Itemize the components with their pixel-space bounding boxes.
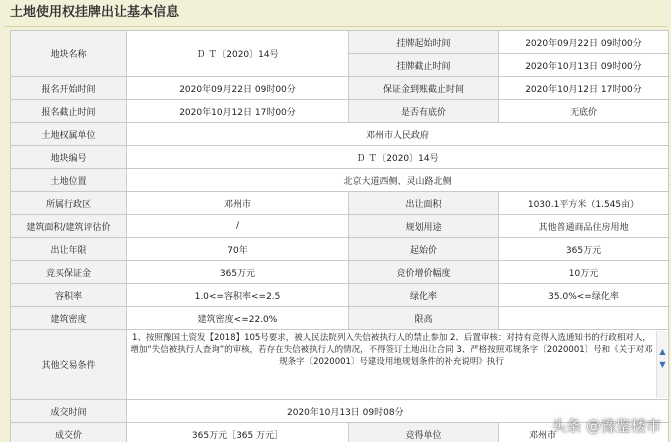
chevron-down-icon[interactable]: ▼ (659, 360, 666, 369)
chevron-up-icon[interactable]: ▲ (659, 347, 666, 356)
winner-label: 竞得单位 (349, 423, 499, 442)
plot-number-label: 地块编号 (11, 146, 127, 169)
green-ratio-label: 绿化率 (349, 284, 499, 307)
watermark (551, 415, 661, 436)
transfer-area-label: 出让面积 (349, 192, 499, 215)
start-price-label: 起始价 (349, 238, 499, 261)
scrollbar[interactable] (656, 331, 667, 398)
plot-name-value: Ｄ Ｔ〔2020〕14号 (127, 31, 349, 77)
land-owner-value: 邓州市人民政府 (127, 123, 669, 146)
start-price-value: 365万元 (499, 238, 669, 261)
floor-area-ratio-value: 1.0<=容积率<=2.5 (127, 284, 349, 307)
land-location-value: 北京大道西侧、灵山路北侧 (127, 169, 669, 192)
other-conditions-text: 1、按照豫国土资发【2018】105号要求，被人民法院列入失信被执行人的禁止参加 2、后置审核：对持有竞得入选通知书的行政相对人，增加“失信被执行人查询”的审核，若存在失信被执行人的情况，不得签订土地出让合同 3、严格按照邓规条字〔2020001〕号和《关于对邓规条字〔2020001〕号建设用地规划条件的补充说明》执行 (130, 333, 653, 367)
other-conditions-label: 其他交易条件 (11, 330, 127, 400)
land-info-table (10, 30, 669, 442)
land-owner-label: 土地权属单位 (11, 123, 127, 146)
building-area-label: 建筑面积/建筑评估价 (11, 215, 127, 238)
listing-start-label: 挂牌起始时间 (349, 31, 499, 54)
building-area-value: / (127, 215, 349, 238)
reserve-price-value: 无底价 (499, 100, 669, 123)
transfer-area-value: 1030.1平方米（1.545亩） (499, 192, 669, 215)
listing-end-value: 2020年10月13日 09时00分 (499, 54, 669, 77)
building-density-value: 建筑密度<=22.0% (127, 307, 349, 330)
deal-time-value: 2020年10月13日 09时08分 (127, 400, 669, 423)
page-title: 土地使用权挂牌出让基本信息 (10, 5, 180, 20)
floor-area-ratio-label: 容积率 (11, 284, 127, 307)
bid-deposit-value: 365万元 (127, 261, 349, 284)
height-limit-label: 限高 (349, 307, 499, 330)
deposit-deadline-value: 2020年10月12日 17时00分 (499, 77, 669, 100)
winner-value: 邓州市 (499, 423, 669, 442)
listing-start-value: 2020年09月22日 09时00分 (499, 31, 669, 54)
signup-end-label: 报名截止时间 (11, 100, 127, 123)
green-ratio-value: 35.0%<=绿化率 (499, 284, 669, 307)
reserve-price-label: 是否有底价 (349, 100, 499, 123)
bid-deposit-label: 竞买保证金 (11, 261, 127, 284)
district-value: 邓州市 (127, 192, 349, 215)
term-label: 出让年限 (11, 238, 127, 261)
planned-use-value: 其他普通商品住房用地 (499, 215, 669, 238)
deal-time-label: 成交时间 (11, 400, 127, 423)
district-label: 所属行政区 (11, 192, 127, 215)
plot-number-value: Ｄ Ｔ〔2020〕14号 (127, 146, 669, 169)
signup-start-value: 2020年09月22日 09时00分 (127, 77, 349, 100)
bid-increment-value: 10万元 (499, 261, 669, 284)
planned-use-label: 规划用途 (349, 215, 499, 238)
deal-price-value: 365万元［365 万元］ (127, 423, 349, 442)
deposit-deadline-label: 保证金到账截止时间 (349, 77, 499, 100)
listing-end-label: 挂牌截止时间 (349, 54, 499, 77)
watermark-text: 头条 @豫鉴楼市 (551, 417, 661, 435)
deal-price-label: 成交价 (11, 423, 127, 442)
bid-increment-label: 竞价增价幅度 (349, 261, 499, 284)
building-density-label: 建筑密度 (11, 307, 127, 330)
signup-end-value: 2020年10月12日 17时00分 (127, 100, 349, 123)
land-location-label: 土地位置 (11, 169, 127, 192)
term-value: 70年 (127, 238, 349, 261)
other-conditions-box[interactable] (127, 330, 669, 400)
height-limit-value (499, 307, 669, 330)
signup-start-label: 报名开始时间 (11, 77, 127, 100)
title-divider (4, 26, 667, 27)
plot-name-label: 地块名称 (11, 31, 127, 77)
